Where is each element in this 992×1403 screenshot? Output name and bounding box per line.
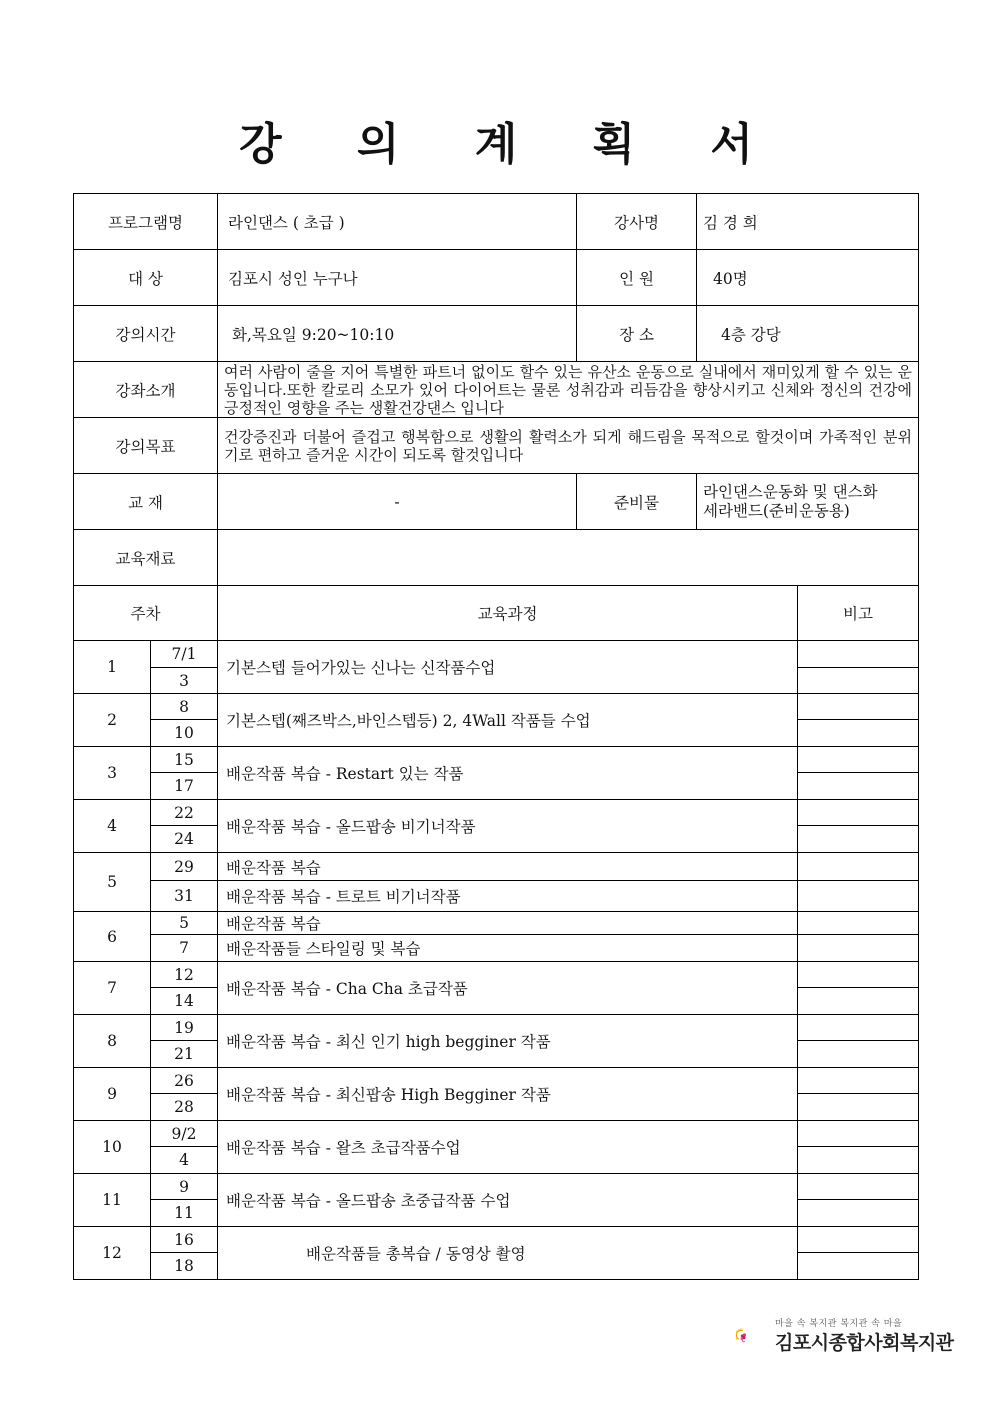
note-cell [798,694,919,720]
course-text: 배운작품 복습 - 올드팝송 비기너작품 [218,800,798,853]
note-cell [798,1200,919,1227]
logo-name: 김포시종합사회복지관 [775,1332,954,1354]
week-date-1: 26 [151,1068,218,1094]
prep-line-2: 세라밴드(준비운동용) [703,501,850,520]
note-cell [798,962,919,988]
note-cell [798,720,919,747]
week-date-2: 7 [151,935,218,962]
week-date-2: 3 [151,668,218,694]
note-cell [798,1253,919,1280]
week-number: 3 [74,747,151,800]
note-cell [798,826,919,853]
course-text: 배운작품 복습 - Cha Cha 초급작품 [218,962,798,1015]
course-header: 교육과정 [218,586,798,641]
week-date-1: 16 [151,1227,218,1253]
intro-label: 강좌소개 [74,362,218,418]
program-value: 라인댄스 ( 초급 ) [218,194,577,250]
note-cell [798,668,919,694]
week-number: 9 [74,1068,151,1121]
note-cell [798,1227,919,1253]
course-text: 배운작품 복습 [218,912,798,935]
note-cell [798,1147,919,1174]
week-date-1: 9 [151,1174,218,1200]
week-number: 11 [74,1174,151,1227]
logo-tagline: 마을 속 복지관 복지관 속 마을 [775,1319,903,1329]
week-number: 2 [74,694,151,747]
note-cell [798,1121,919,1147]
note-cell [798,853,919,881]
target-value: 김포시 성인 누구나 [218,250,577,306]
note-cell [798,1174,919,1200]
place-label: 장 소 [577,306,697,362]
week-number: 12 [74,1227,151,1280]
course-text: 기본스텝(째즈박스,바인스텝등) 2, 4Wall 작품들 수업 [218,694,798,747]
schedule-table [73,585,919,1280]
week-date-1: 12 [151,962,218,988]
week-date-1: 22 [151,800,218,826]
week-date-2: 10 [151,720,218,747]
week-date-1: 9/2 [151,1121,218,1147]
week-date-1: 5 [151,912,218,935]
course-text: 배운작품 복습 - 왈츠 초급작품수업 [218,1121,798,1174]
week-date-2: 4 [151,1147,218,1174]
week-date-1: 7/1 [151,641,218,668]
program-label: 프로그램명 [74,194,218,250]
note-cell [798,1015,919,1041]
course-text-2: 배운작품들 스타일링 및 복습 [218,935,798,962]
note-cell [798,1068,919,1094]
week-date-1: 15 [151,747,218,773]
prep-value [697,474,919,530]
note-cell [798,747,919,773]
course-text: 배운작품 복습 - Restart 있는 작품 [218,747,798,800]
capacity-value: 40명 [697,250,919,306]
week-number: 8 [74,1015,151,1068]
week-date-1: 19 [151,1015,218,1041]
week-date-2: 11 [151,1200,218,1227]
note-cell [798,881,919,912]
week-number: 10 [74,1121,151,1174]
note-cell [798,912,919,935]
textbook-label: 교 재 [74,474,218,530]
goal-label: 강의목표 [74,418,218,474]
week-date-2: 14 [151,988,218,1015]
instructor-label: 강사명 [577,194,697,250]
week-date-1: 29 [151,853,218,881]
note-cell [798,988,919,1015]
week-date-2: 18 [151,1253,218,1280]
instructor-value: 김 경 희 [697,194,919,250]
time-value: 화,목요일 9:20~10:10 [218,306,577,362]
week-date-2: 17 [151,773,218,800]
intro-text: 여러 사람이 줄을 지어 특별한 파트너 없이도 할수 있는 유산소 운동으로 실내에서 재미있게 할 수 있는 운동입니다.또한 칼로리 소모가 있어 다이어트는 물론 성취감과 리듬감을 향상시키고 신체와 정신의 건강에 긍정적인 영향을 주는 생활건강댄스 입니다 [218,362,919,418]
course-text: 기본스텝 들어가있는 신나는 신작품수업 [218,641,798,694]
note-cell [798,773,919,800]
week-number: 4 [74,800,151,853]
material-value [218,530,919,586]
course-text-2: 배운작품 복습 - 트로트 비기너작품 [218,881,798,912]
course-text: 배운작품 복습 - 최신 인기 high begginer 작품 [218,1015,798,1068]
material-label: 교육재료 [74,530,218,586]
capacity-label: 인 원 [577,250,697,306]
week-date-2: 31 [151,881,218,912]
week-date-2: 21 [151,1041,218,1068]
target-label: 대 상 [74,250,218,306]
note-cell [798,935,919,962]
info-table [73,193,919,586]
week-date-2: 28 [151,1094,218,1121]
place-value: 4층 강당 [697,306,919,362]
goal-text: 건강증진과 더불어 즐겁고 행복함으로 생활의 활력소가 되게 해드림을 목적으로 할것이며 가족적인 분위기로 편하고 즐거운 시간이 되도록 할것입니다 [218,418,919,474]
week-date-1: 8 [151,694,218,720]
textbook-value: - [218,474,577,530]
course-text: 배운작품들 총복습 / 동영상 촬영 [218,1227,798,1280]
note-cell [798,1041,919,1068]
note-cell [798,1094,919,1121]
course-text: 배운작품 복습 [218,853,798,881]
note-cell [798,800,919,826]
document-title: 강 의 계 획 서 [239,119,783,170]
prep-line-1: 라인댄스운동화 및 댄스화 [703,482,878,501]
week-number: 5 [74,853,151,912]
course-text: 배운작품 복습 - 올드팝송 초중급작품 수업 [218,1174,798,1227]
week-number: 7 [74,962,151,1015]
week-number: 1 [74,641,151,694]
course-text: 배운작품 복습 - 최신팝송 High Begginer 작품 [218,1068,798,1121]
week-number: 6 [74,912,151,962]
week-date-2: 24 [151,826,218,853]
prep-label: 준비물 [577,474,697,530]
week-header: 주차 [74,586,218,641]
time-label: 강의시간 [74,306,218,362]
note-cell [798,641,919,668]
note-header: 비고 [798,586,919,641]
